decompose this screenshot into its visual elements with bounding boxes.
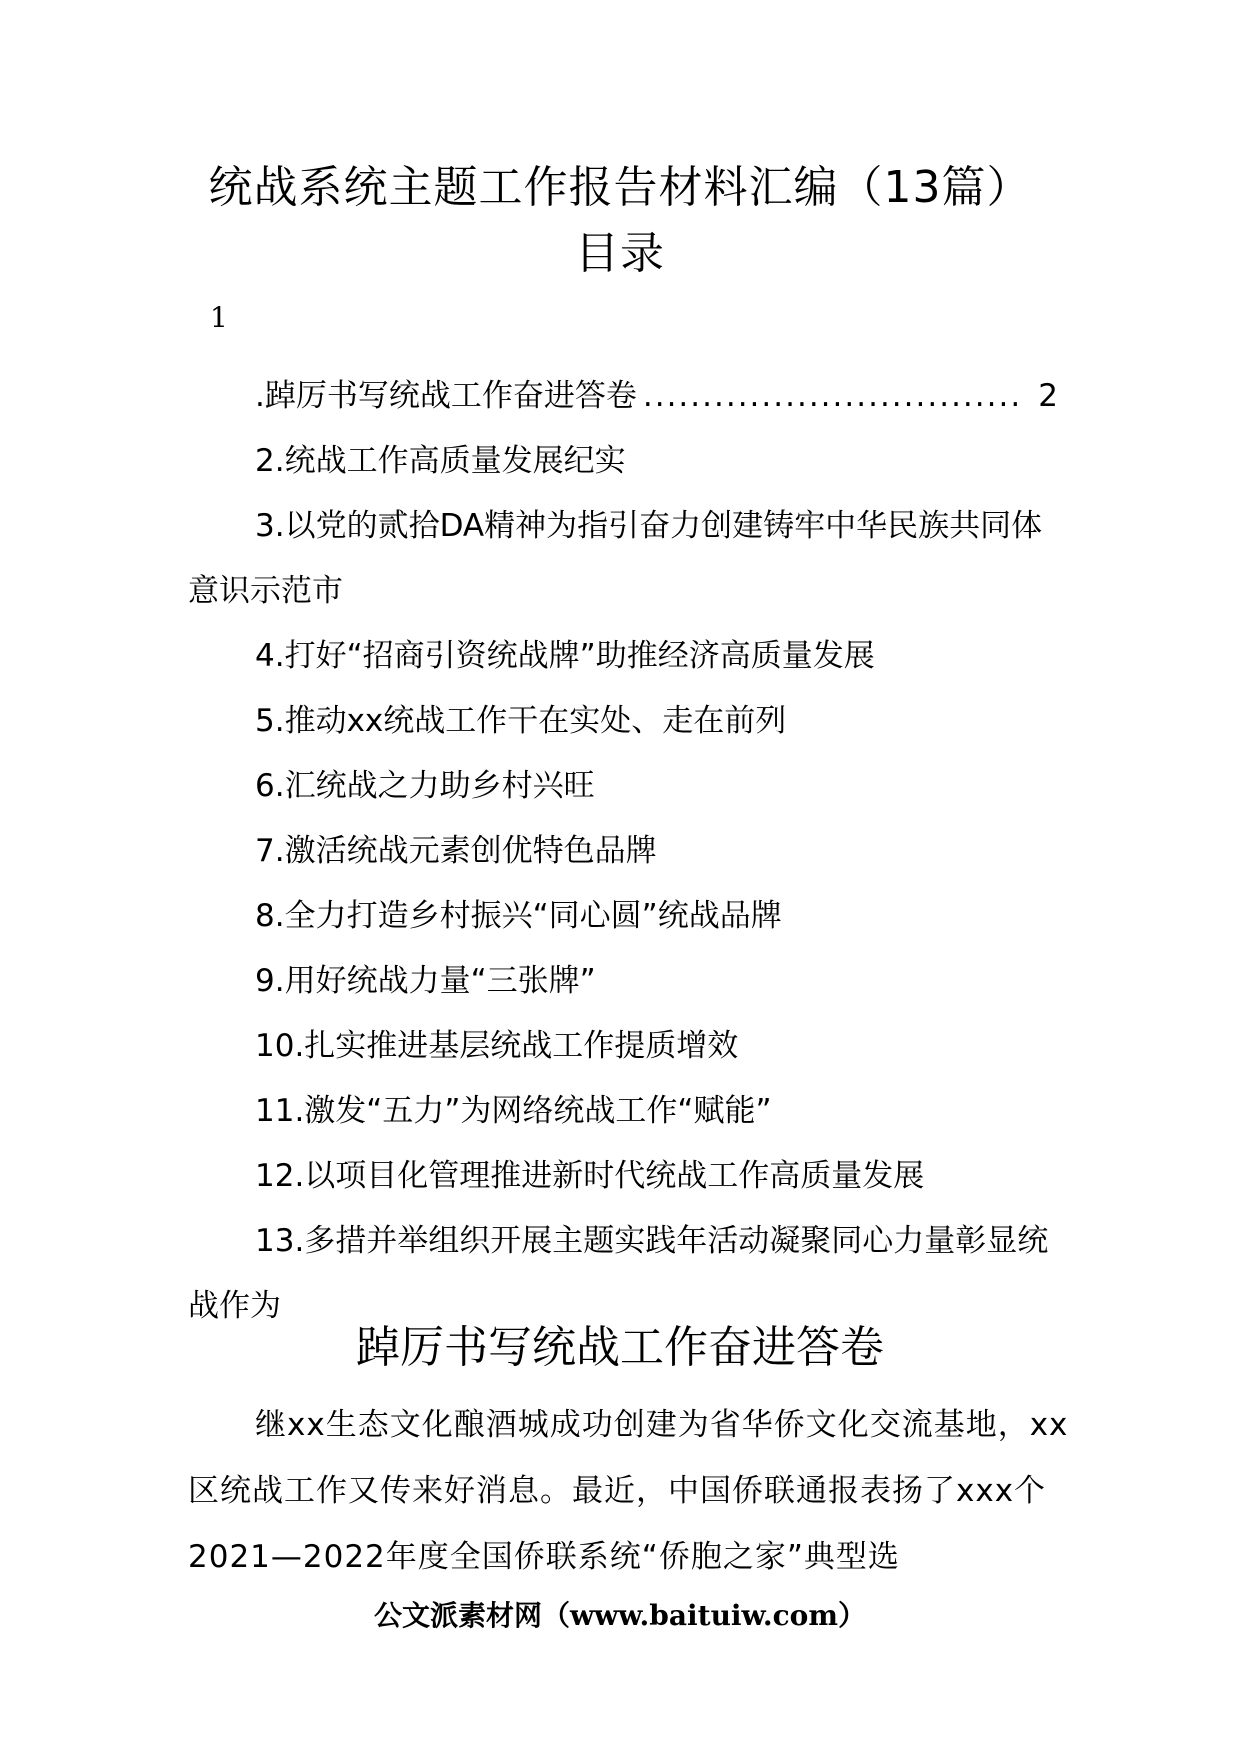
toc-item[interactable]: 4.打好“招商引资统战牌”助推经济高质量发展 bbox=[255, 638, 875, 674]
toc-item[interactable]: 12.以项目化管理推进新时代统战工作高质量发展 bbox=[255, 1158, 925, 1194]
footer-watermark: 公文派素材网（www.baituiw.com） bbox=[374, 1599, 866, 1632]
toc-leader-dots: ................................ bbox=[642, 378, 1023, 414]
toc-item[interactable]: 7.激活统战元素创优特色品牌 bbox=[255, 833, 657, 869]
toc-item[interactable]: 11.激发“五力”为网络统战工作“赋能” bbox=[255, 1093, 772, 1129]
toc-item[interactable]: 9.用好统战力量“三张牌” bbox=[255, 963, 596, 999]
toc-item[interactable]: 2.统战工作高质量发展纪实 bbox=[255, 443, 626, 479]
toc-item[interactable]: 3.以党的贰拾DA精神为指引奋力创建铸牢中华民族共同体意识示范市 bbox=[188, 508, 1043, 609]
section-title: 踔厉书写统战工作奋进答卷 bbox=[356, 1322, 884, 1373]
toc-item[interactable] bbox=[188, 364, 1058, 429]
toc-item[interactable]: 5.推动xx统战工作干在实处、走在前列 bbox=[255, 703, 787, 739]
table-of-contents bbox=[188, 364, 1058, 1339]
toc-item[interactable]: 6.汇统战之力助乡村兴旺 bbox=[255, 768, 595, 804]
toc-page-number: 2 bbox=[1038, 378, 1058, 414]
toc-item[interactable]: 13.多措并举组织开展主题实践年活动凝聚同心力量彰显统战作为 bbox=[188, 1223, 1049, 1324]
document-title: 统战系统主题工作报告材料汇编（13篇） bbox=[208, 162, 1032, 213]
toc-lead-number: 1 bbox=[210, 301, 228, 334]
toc-item[interactable]: 8.全力打造乡村振兴“同心圆”统战品牌 bbox=[255, 898, 782, 934]
toc-item-label: .踔厉书写统战工作奋进答卷 bbox=[255, 378, 637, 414]
toc-heading: 目录 bbox=[575, 228, 665, 279]
toc-item[interactable]: 10.扎实推进基层统战工作提质增效 bbox=[255, 1028, 739, 1064]
body-paragraph: 继xx生态文化酿酒城成功创建为省华侨文化交流基地，xx区统战工作又传来好消息。最近，中国侨联通报表扬了xxx个2021—2022年度全国侨联系统“侨胞之家”典型选 bbox=[188, 1407, 1069, 1575]
